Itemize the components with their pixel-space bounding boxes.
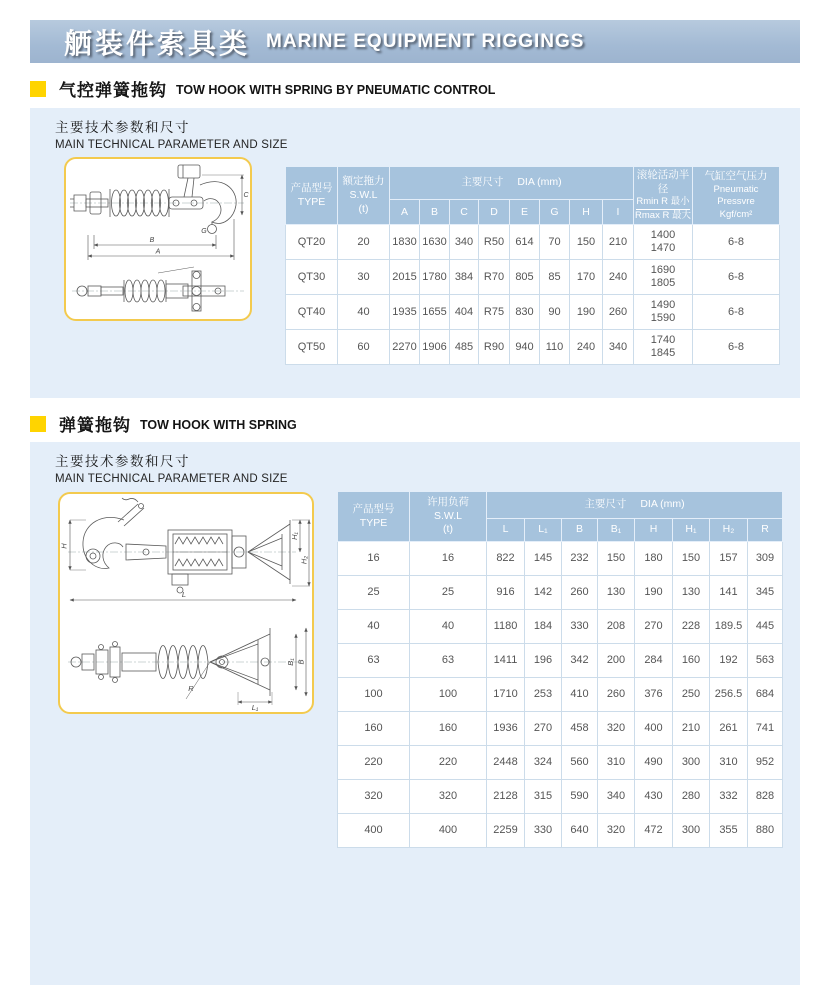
dim-cell: 160 — [673, 644, 710, 678]
pneumatic-tow-hook-drawing — [64, 157, 252, 321]
dim-cell: 184 — [525, 610, 562, 644]
type-cell: 160 — [338, 712, 410, 746]
roller-radius-cell — [634, 225, 693, 260]
dim-cell: 250 — [673, 678, 710, 712]
dim-cell: 330 — [562, 610, 598, 644]
dim-cell: 376 — [635, 678, 673, 712]
technical-drawing-svg — [66, 159, 250, 319]
spring-tow-hook-drawing — [58, 492, 314, 714]
dim-cell: 142 — [525, 576, 562, 610]
dim-cell: 805 — [510, 260, 540, 295]
header-line: 额定拖力 — [342, 175, 385, 188]
dim-cell: 190 — [635, 576, 673, 610]
dia-label — [577, 498, 691, 510]
section2-title-en: TOW HOOK WITH SPRING — [140, 417, 297, 432]
swl-cell: 20 — [338, 225, 390, 260]
dim-cell: R70 — [479, 260, 510, 295]
dim-cell: 410 — [562, 678, 598, 712]
dia-col-header: H — [570, 200, 603, 225]
dim-cell: 340 — [450, 225, 479, 260]
roller-radius-cell — [634, 260, 693, 295]
dim-cell: 828 — [748, 780, 783, 814]
roller-radius-cell — [634, 295, 693, 330]
dim-cell: R75 — [479, 295, 510, 330]
swl-cell: 30 — [338, 260, 390, 295]
dim-cell: 260 — [562, 576, 598, 610]
dim-cell: 940 — [510, 330, 540, 365]
dim-cell: 340 — [598, 780, 635, 814]
section2-title-zh: 弹簧拖钩 — [59, 416, 131, 435]
dim-cell: 916 — [487, 576, 525, 610]
dim-cell: 640 — [562, 814, 598, 848]
dim-cell: 952 — [748, 746, 783, 780]
dim-label-a: A — [155, 248, 161, 256]
dim-cell: 472 — [635, 814, 673, 848]
dia-label-zh: 主要尺寸 — [461, 176, 504, 189]
yellow-square-icon — [30, 81, 46, 97]
pneumatic-tow-hook-table-slot — [285, 166, 780, 365]
dim-cell: 85 — [540, 260, 570, 295]
dia-col-header: D — [479, 200, 510, 225]
swl-cell: 40 — [410, 610, 487, 644]
pressure-cell: 6-8 — [693, 330, 780, 365]
pressure-cell: 6-8 — [693, 260, 780, 295]
underlined-text: Rmin R 最小 — [636, 196, 689, 210]
dim-cell: 232 — [562, 542, 598, 576]
section2-panel — [30, 442, 800, 985]
dia-col-header: E — [510, 200, 540, 225]
dia-label — [454, 176, 568, 188]
table-row — [338, 610, 783, 644]
section1-param-label — [55, 116, 288, 151]
dim-cell: 300 — [673, 746, 710, 780]
dim-cell: 253 — [525, 678, 562, 712]
section1-panel — [30, 108, 800, 398]
rmax-value: 1805 — [650, 277, 676, 290]
table-row — [338, 678, 783, 712]
swl-cell: 60 — [338, 330, 390, 365]
dia-group-header — [390, 167, 634, 200]
dim-cell: 458 — [562, 712, 598, 746]
dim-cell: 1180 — [487, 610, 525, 644]
col-type-header — [338, 492, 410, 542]
dim-cell: 157 — [710, 542, 748, 576]
table-row — [338, 780, 783, 814]
table-header — [338, 492, 783, 542]
dim-cell: 190 — [570, 295, 603, 330]
type-cell: QT20 — [286, 225, 338, 260]
dim-cell: 210 — [603, 225, 634, 260]
spec-table — [337, 491, 783, 848]
table-body — [286, 225, 780, 365]
rmax-value: 1845 — [650, 347, 676, 360]
dim-cell: 150 — [598, 542, 635, 576]
dim-cell: 332 — [710, 780, 748, 814]
dim-cell: 2270 — [390, 330, 420, 365]
dim-cell: 270 — [525, 712, 562, 746]
dim-cell: 284 — [635, 644, 673, 678]
dia-col-header: A — [390, 200, 420, 225]
header-line: Rmax R 最大 — [635, 210, 691, 222]
dim-cell: 2015 — [390, 260, 420, 295]
dim-cell: 1411 — [487, 644, 525, 678]
dim-cell: 830 — [510, 295, 540, 330]
dim-cell: 822 — [487, 542, 525, 576]
dim-cell: 684 — [748, 678, 783, 712]
param-label-en: MAIN TECHNICAL PARAMETER AND SIZE — [55, 139, 288, 151]
dim-cell: 340 — [603, 330, 634, 365]
type-cell: 100 — [338, 678, 410, 712]
dim-cell: 189.5 — [710, 610, 748, 644]
dim-cell: 1710 — [487, 678, 525, 712]
header-line: 产品型号 — [352, 502, 395, 515]
dim-cell: 590 — [562, 780, 598, 814]
page-title-zh: 舾装件索具类 — [64, 27, 251, 59]
dia-col-header: B — [420, 200, 450, 225]
table-row — [338, 746, 783, 780]
col-swl-header — [410, 492, 487, 542]
table-row — [286, 330, 780, 365]
swl-cell: 400 — [410, 814, 487, 848]
dim-cell: 256.5 — [710, 678, 748, 712]
dim-cell: 320 — [598, 814, 635, 848]
dia-col-header: C — [450, 200, 479, 225]
header-line: S.W.L — [433, 509, 462, 522]
dim-cell: 400 — [635, 712, 673, 746]
dim-cell: 1906 — [420, 330, 450, 365]
dim-cell: 70 — [540, 225, 570, 260]
dim-cell: 880 — [748, 814, 783, 848]
header-line: 许用负荷 — [427, 496, 469, 509]
dim-label-r: R — [188, 684, 194, 693]
page-header — [30, 20, 800, 63]
dim-cell: 145 — [525, 542, 562, 576]
table-row — [338, 542, 783, 576]
dia-col-header: I — [603, 200, 634, 225]
dim-cell: 404 — [450, 295, 479, 330]
table-row — [286, 260, 780, 295]
dim-cell: 355 — [710, 814, 748, 848]
dim-cell: 180 — [635, 542, 673, 576]
rmin-value: 1490 — [650, 299, 676, 312]
dim-cell: 1655 — [420, 295, 450, 330]
dim-label-c: C — [243, 192, 249, 199]
param-label-zh: 主要技术参数和尺寸 — [55, 120, 190, 135]
swl-cell: 220 — [410, 746, 487, 780]
dim-cell: 150 — [673, 542, 710, 576]
dim-cell: 260 — [598, 678, 635, 712]
dim-cell: 130 — [598, 576, 635, 610]
roller-radius-header — [634, 167, 693, 225]
param-label-zh: 主要技术参数和尺寸 — [55, 454, 190, 469]
dia-col-header: H — [635, 519, 673, 542]
dim-cell: 261 — [710, 712, 748, 746]
type-cell: 320 — [338, 780, 410, 814]
technical-drawing-svg — [60, 494, 312, 712]
rmax-value: 1590 — [650, 312, 676, 325]
swl-cell: 100 — [410, 678, 487, 712]
swl-cell: 63 — [410, 644, 487, 678]
dia-group-header — [487, 492, 783, 519]
dim-cell: 1630 — [420, 225, 450, 260]
dim-cell: R50 — [479, 225, 510, 260]
dim-cell: 110 — [540, 330, 570, 365]
dim-cell: 1935 — [390, 295, 420, 330]
table-row — [286, 295, 780, 330]
dim-cell: 90 — [540, 295, 570, 330]
dim-cell: 309 — [748, 542, 783, 576]
dim-cell: 280 — [673, 780, 710, 814]
dia-col-header: L — [487, 519, 525, 542]
dim-cell: 2259 — [487, 814, 525, 848]
param-label-en: MAIN TECHNICAL PARAMETER AND SIZE — [55, 473, 288, 485]
dim-cell: 192 — [710, 644, 748, 678]
header-line: TYPE — [297, 195, 326, 208]
dim-cell: 270 — [635, 610, 673, 644]
section1-heading — [30, 76, 495, 101]
dim-cell: 1780 — [420, 260, 450, 295]
dim-cell: 563 — [748, 644, 783, 678]
dim-cell: 228 — [673, 610, 710, 644]
type-cell: QT50 — [286, 330, 338, 365]
header-row — [338, 492, 783, 519]
dim-cell: 320 — [598, 712, 635, 746]
type-cell: QT30 — [286, 260, 338, 295]
table-row — [338, 712, 783, 746]
dim-cell: 324 — [525, 746, 562, 780]
pressure-cell: 6-8 — [693, 295, 780, 330]
rmax-value: 1470 — [650, 242, 676, 255]
dim-cell: 196 — [525, 644, 562, 678]
type-cell: 40 — [338, 610, 410, 644]
dia-col-header: B — [562, 519, 598, 542]
dim-label-g: G — [201, 228, 207, 235]
dim-cell: 240 — [570, 330, 603, 365]
col-swl-header — [338, 167, 390, 225]
type-cell: 25 — [338, 576, 410, 610]
swl-cell: 320 — [410, 780, 487, 814]
dim-cell: 150 — [570, 225, 603, 260]
page-title-en: MARINE EQUIPMENT RIGGINGS — [266, 30, 585, 52]
col-type-header — [286, 167, 338, 225]
dim-cell: 2128 — [487, 780, 525, 814]
header-line: Kgf/cm² — [719, 208, 753, 220]
header-line: (t) — [443, 523, 453, 536]
header-line — [635, 196, 691, 210]
type-cell: 63 — [338, 644, 410, 678]
section2-heading — [30, 411, 297, 436]
dia-col-header: R — [748, 519, 783, 542]
dim-cell: 2448 — [487, 746, 525, 780]
dim-label-l: L — [181, 590, 187, 599]
table-row — [338, 644, 783, 678]
spec-table — [285, 166, 780, 365]
dia-label-en: DIA (mm) — [640, 498, 685, 511]
dia-col-header: L₁ — [525, 519, 562, 542]
dim-label-h1: H₁ — [290, 532, 299, 540]
dim-cell: 490 — [635, 746, 673, 780]
rmin-value: 1690 — [650, 264, 676, 277]
dim-cell: 445 — [748, 610, 783, 644]
header-line: S.W.L — [349, 188, 378, 201]
table-row — [338, 576, 783, 610]
dim-label-h: H — [60, 543, 69, 549]
dim-cell: 300 — [673, 814, 710, 848]
dia-col-header: G — [540, 200, 570, 225]
table-row — [338, 814, 783, 848]
dim-cell: 315 — [525, 780, 562, 814]
dim-label-h2: H₂ — [299, 555, 309, 565]
dim-label-b1: B₁ — [286, 658, 295, 666]
header-line: 滚轮活动半径 — [636, 169, 690, 195]
spring-tow-hook-table-slot — [337, 491, 783, 848]
dia-col-header: H₂ — [710, 519, 748, 542]
dim-cell: R90 — [479, 330, 510, 365]
dim-cell: 130 — [673, 576, 710, 610]
dim-cell: 430 — [635, 780, 673, 814]
swl-cell: 160 — [410, 712, 487, 746]
rmin-value: 1400 — [650, 229, 676, 242]
swl-cell: 25 — [410, 576, 487, 610]
dia-label-en: DIA (mm) — [517, 176, 562, 189]
dim-cell: 741 — [748, 712, 783, 746]
yellow-square-icon — [30, 416, 46, 432]
dim-label-b: B — [296, 659, 306, 665]
dim-label-b: B — [149, 237, 155, 244]
table-row — [286, 225, 780, 260]
dim-label-l1: L₁ — [251, 703, 259, 712]
dia-col-header: B₁ — [598, 519, 635, 542]
dim-cell: 485 — [450, 330, 479, 365]
dim-cell: 330 — [525, 814, 562, 848]
type-cell: 400 — [338, 814, 410, 848]
dim-cell: 141 — [710, 576, 748, 610]
dia-col-header: H₁ — [673, 519, 710, 542]
dim-cell: 384 — [450, 260, 479, 295]
table-body — [338, 542, 783, 848]
header-row — [286, 167, 780, 200]
dia-label-zh: 主要尺寸 — [584, 498, 627, 511]
dim-cell: 1830 — [390, 225, 420, 260]
dim-cell: 170 — [570, 260, 603, 295]
swl-cell: 40 — [338, 295, 390, 330]
type-cell: QT40 — [286, 295, 338, 330]
dim-cell: 208 — [598, 610, 635, 644]
dim-cell: 310 — [598, 746, 635, 780]
dim-cell: 200 — [598, 644, 635, 678]
roller-radius-cell — [634, 330, 693, 365]
table-header — [286, 167, 780, 225]
section1-title-zh: 气控弹簧拖钩 — [59, 81, 167, 100]
swl-cell: 16 — [410, 542, 487, 576]
header-line: TYPE — [359, 516, 388, 529]
header-line: (t) — [358, 202, 369, 215]
header-line: 产品型号 — [290, 182, 333, 195]
pneumatic-header — [693, 167, 780, 225]
dim-cell: 345 — [748, 576, 783, 610]
section2-param-label — [55, 450, 288, 485]
dim-cell: 210 — [673, 712, 710, 746]
type-cell: 220 — [338, 746, 410, 780]
section1-title-en: TOW HOOK WITH SPRING BY PNEUMATIC CONTROL — [176, 82, 496, 97]
dim-cell: 560 — [562, 746, 598, 780]
pressure-cell: 6-8 — [693, 225, 780, 260]
dim-cell: 240 — [603, 260, 634, 295]
rmin-value: 1740 — [650, 334, 676, 347]
dim-cell: 310 — [710, 746, 748, 780]
dim-cell: 614 — [510, 225, 540, 260]
dim-cell: 1936 — [487, 712, 525, 746]
header-line: Pneumatic Pressvre — [713, 184, 759, 208]
dim-cell: 342 — [562, 644, 598, 678]
header-line: 气缸空气压力 — [704, 170, 768, 183]
dim-cell: 260 — [603, 295, 634, 330]
type-cell: 16 — [338, 542, 410, 576]
